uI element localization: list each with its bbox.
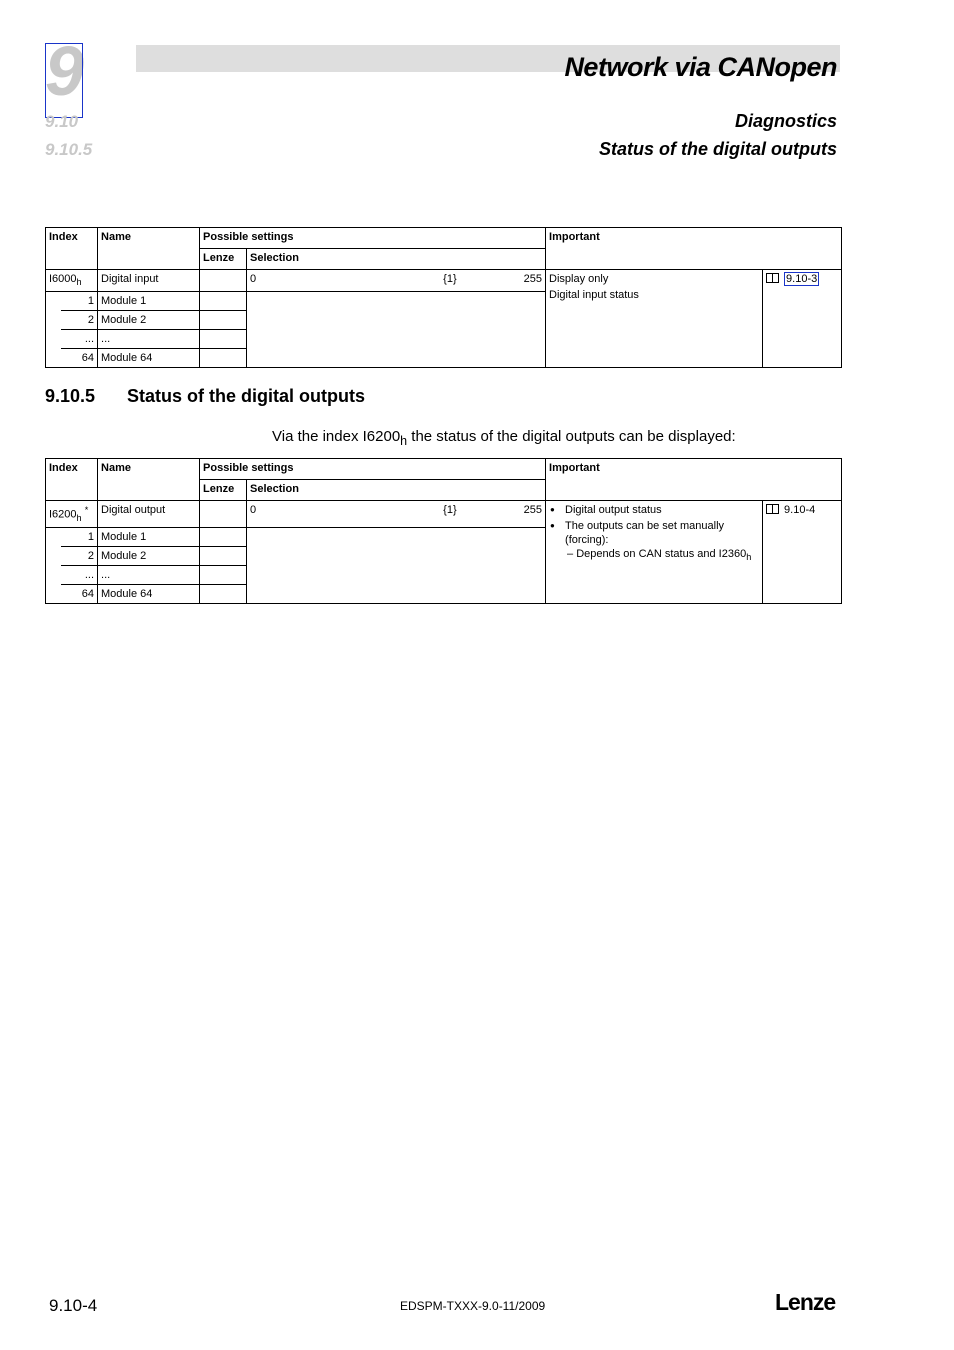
header-name: Name — [98, 228, 200, 270]
header-possible-settings: Possible settings — [200, 459, 546, 480]
selection-cell: 0 {1} 255 — [247, 270, 546, 292]
subindex-cell: ... — [61, 565, 98, 584]
header-index: Index — [46, 228, 98, 270]
document-id: EDSPM-TXXX-9.0-11/2009 — [400, 1299, 546, 1313]
section-number: 9.10 — [45, 112, 79, 131]
subname-cell: ... — [98, 330, 200, 349]
header-lenze: Lenze — [200, 480, 247, 501]
name-cell: Digital output — [98, 501, 200, 528]
subname-cell: Module 2 — [98, 546, 200, 565]
subname-cell: Module 1 — [98, 292, 200, 311]
reference-cell — [763, 501, 842, 604]
subsection-number: 9.10.5 — [45, 140, 93, 159]
subname-cell: Module 64 — [98, 349, 200, 368]
subindex-cell: 2 — [61, 311, 98, 330]
subindex-cell: 2 — [61, 546, 98, 565]
book-icon — [766, 273, 779, 283]
header-possible-settings: Possible settings — [200, 228, 546, 249]
header-name: Name — [98, 459, 200, 501]
header-selection: Selection — [247, 480, 546, 501]
subname-cell: Module 1 — [98, 527, 200, 546]
bullet-item: ● The outputs can be set manually (forcing): — [549, 519, 759, 547]
selection-cell: 0 {1} 255 — [247, 501, 546, 528]
book-icon — [766, 504, 779, 514]
important-cell — [546, 501, 763, 604]
subindex-cell: 64 — [61, 584, 98, 603]
page-title: Network via CANopen — [564, 52, 837, 82]
lenze-cell — [200, 270, 247, 292]
header-index: Index — [46, 459, 98, 501]
header-lenze: Lenze — [200, 249, 247, 270]
header-selection: Selection — [247, 249, 546, 270]
name-cell: Digital input — [98, 270, 200, 292]
intro-text: Via the index $I6200_h$ the status of the digital outputs can be displayed: — [272, 428, 736, 448]
subindex-cell: 1 — [61, 527, 98, 546]
index-cell: $I6200_h$ * — [46, 501, 98, 528]
section-title: Diagnostics — [734, 111, 837, 131]
header-important: Important — [546, 459, 842, 501]
chapter-number: 9 — [45, 32, 82, 110]
dash-item: – Depends on CAN status and $I2360_h$ — [567, 548, 752, 563]
index-cell: $I6000_h$ — [46, 270, 98, 292]
brand-logo: Lenze — [775, 1289, 836, 1315]
subindex-cell: 64 — [61, 349, 98, 368]
bullet-item: ● Digital output status — [549, 503, 759, 517]
subindex-cell: 1 — [61, 292, 98, 311]
section-heading: 9.10.5 Status of the digital outputs — [45, 386, 365, 406]
header-important: Important — [546, 228, 842, 270]
parameter-table-digital-input — [45, 227, 842, 368]
chapter-frame — [45, 43, 83, 118]
lenze-cell — [200, 501, 247, 528]
page-reference-link[interactable]: 9.10-3 — [786, 273, 818, 285]
page-number: 9.10-4 — [49, 1296, 98, 1315]
subname-cell: Module 2 — [98, 311, 200, 330]
subname-cell: Module 64 — [98, 584, 200, 603]
subsection-title: Status of the digital outputs — [599, 139, 837, 159]
subname-cell: ... — [98, 565, 200, 584]
subindex-cell: ... — [61, 330, 98, 349]
page-reference: 9.10-4 — [784, 504, 816, 516]
reference-cell — [763, 270, 842, 368]
parameter-table-digital-output — [45, 458, 842, 604]
important-cell: Display only Digital input status — [546, 270, 763, 368]
